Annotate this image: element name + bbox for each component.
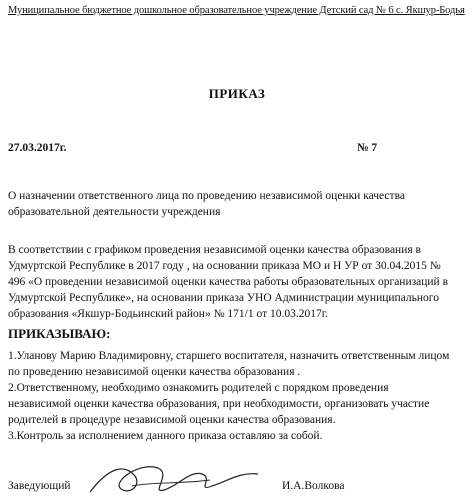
preamble-line: образования «Якшур-Бодьинский район» № 171/1 от 10.03.2017г. — [8, 308, 329, 320]
order-number: № 7 — [357, 142, 378, 154]
subject-line: образовательной деятельности учреждения — [8, 206, 221, 218]
organization-header: Муниципальное бюджетное дошкольное образовательное учреждение Детский сад № 6 с. Якшур-Бодья — [8, 5, 465, 16]
signature-name: И.А.Волкова — [282, 480, 345, 492]
subject-line: О назначении ответственного лица по проведению независимой оценки качества — [8, 190, 405, 202]
preamble-line: В соответствии с графиком проведения независимой оценки качества образования в — [8, 244, 421, 256]
handwritten-signature — [80, 456, 270, 500]
document-title: ПРИКАЗ — [208, 86, 266, 101]
order-date: 27.03.2017г. — [8, 142, 67, 154]
order-line: 3.Контроль за исполнением данного приказа оставляю за собой. — [8, 430, 323, 442]
order-line: независимой оценки качества образования, при необходимости, организовать участие — [8, 398, 430, 410]
preamble-line: Удмуртской Республике в 2017 году , на основании приказа МО и Н УР от 30.04.2015 № — [8, 260, 441, 272]
order-line: родителей в процедуре независимой оценки качества образования. — [8, 414, 336, 426]
preamble-line: 496 «О проведении независимой оценки качества работы образовательных организаций в — [8, 276, 449, 288]
order-line: 2.Ответственному, необходимо ознакомить родителей с порядком проведения — [8, 382, 389, 394]
order-heading: ПРИКАЗЫВАЮ: — [8, 326, 111, 341]
preamble-line: Удмуртской Республике», на основании приказа УНО Администрации муниципального — [8, 292, 439, 304]
order-line: 1.Уланову Марию Владимировну, старшего воспитателя, назначить ответственным лицом — [8, 350, 450, 362]
signature-position: Заведующий — [8, 480, 71, 492]
order-line: по проведению независимой оценки качества образования . — [8, 366, 301, 378]
